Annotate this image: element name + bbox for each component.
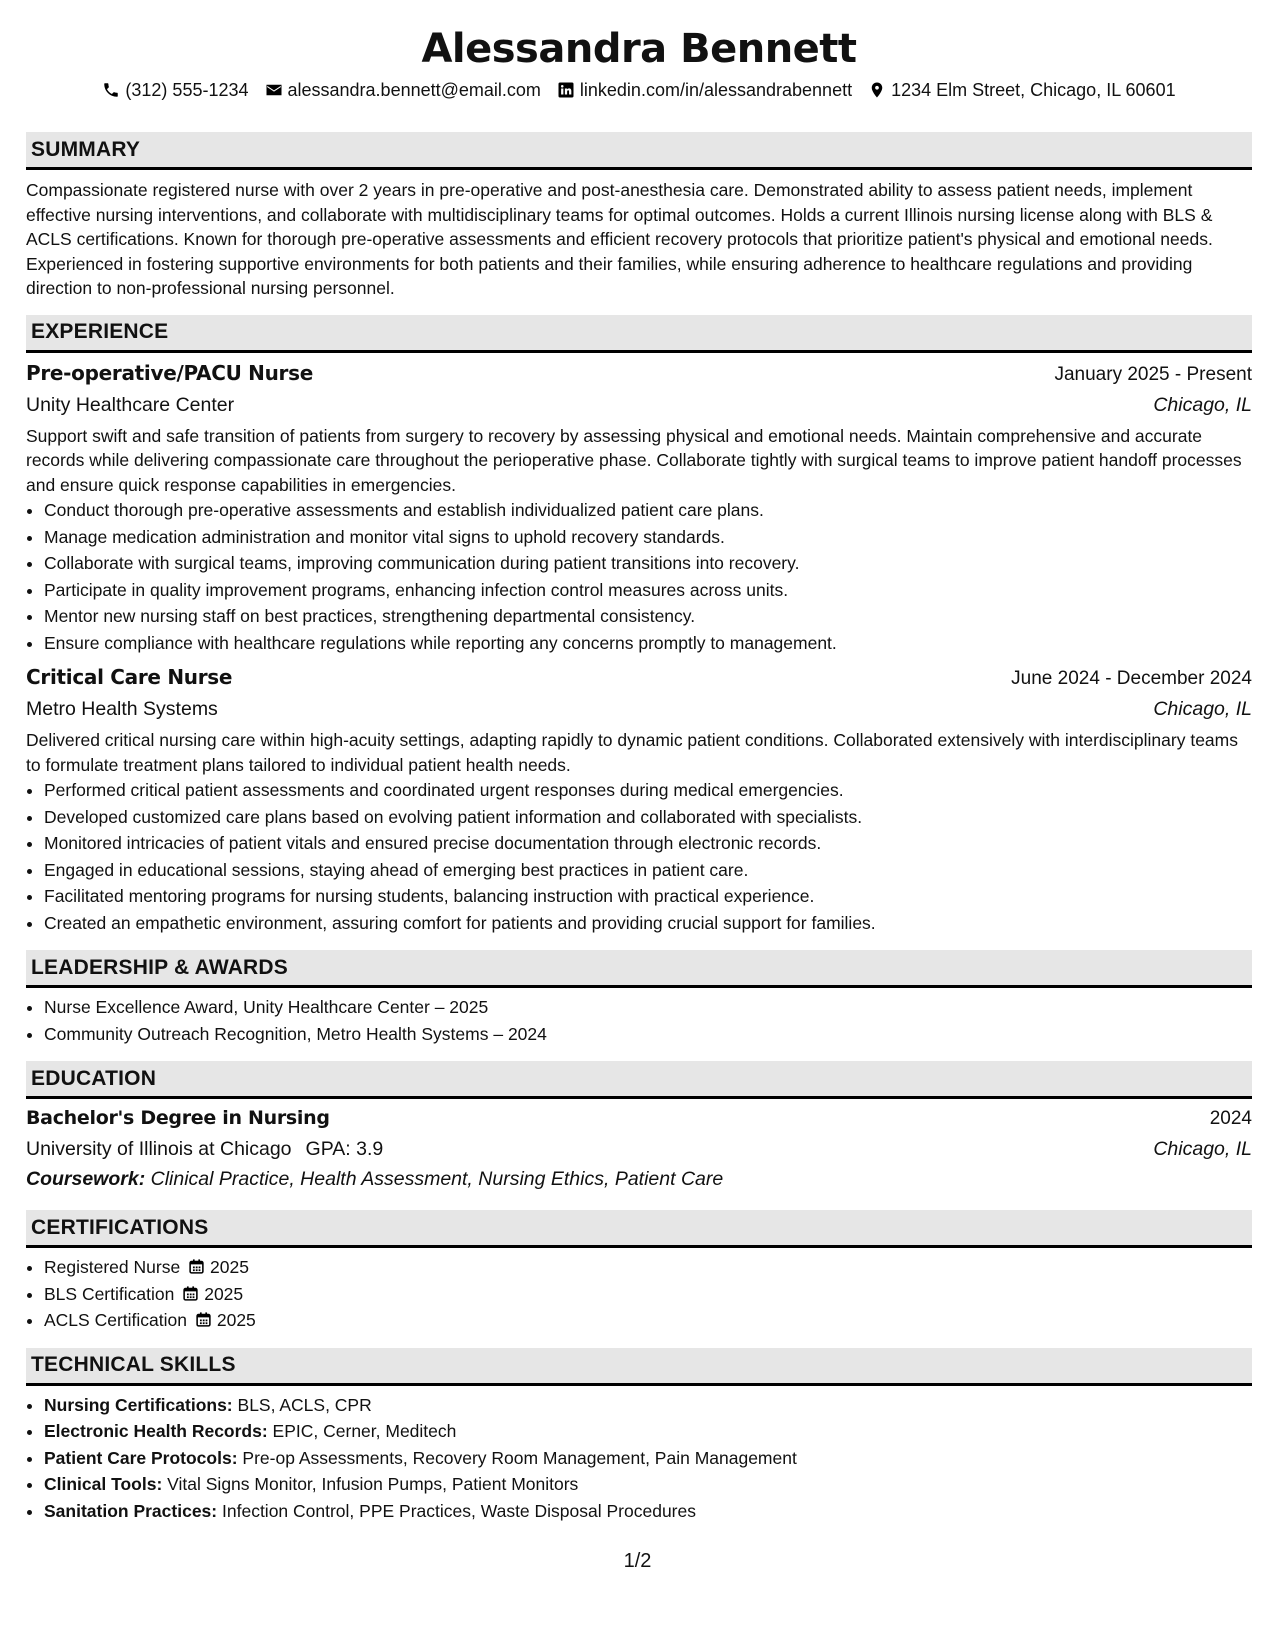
list-item [44, 1445, 1252, 1472]
list-item: • Mentor new nursing staff on best practices, strengthening departmental consistency. [44, 603, 1252, 630]
list-item [44, 1498, 1252, 1525]
email-text[interactable]: alessandra.bennett@email.com [287, 80, 541, 100]
list-item: • Collaborate with surgical teams, improving communication during patient transitions into recovery. [44, 550, 1252, 577]
skill-value: Infection Control, PPE Practices, Waste Disposal Procedures [222, 1500, 696, 1521]
list-item: • Engaged in educational sessions, staying ahead of emerging best practices in patient care. [44, 857, 1252, 884]
candidate-name: Alessandra Bennett [421, 26, 857, 72]
skill-label: Patient Care Protocols: [44, 1447, 238, 1468]
job-dates: June 2024 - December 2024 [1011, 668, 1252, 689]
section-title: EDUCATION [31, 1066, 157, 1090]
list-item: • Performed critical patient assessments and coordinated urgent responses during medical emergencies. [44, 777, 1252, 804]
job-bullets [26, 497, 1252, 656]
list-item [44, 1418, 1252, 1445]
calendar-icon [174, 1284, 199, 1304]
list-item [44, 1281, 1252, 1308]
skills-section-header [26, 1348, 1252, 1386]
contact-email[interactable] [265, 78, 541, 102]
cert-name: Registered Nurse [44, 1257, 181, 1277]
list-item: • Community Outreach Recognition, Metro Health Systems – 2024 [44, 1021, 1252, 1048]
job-location: Chicago, IL [1153, 393, 1252, 416]
map-pin-icon [868, 81, 886, 99]
school-location: Chicago, IL [1153, 1138, 1252, 1160]
edu-school-row [26, 1134, 1252, 1164]
contact-linkedin[interactable] [557, 78, 852, 102]
coursework-list: Clinical Practice, Health Assessment, Nursing Ethics, Patient Care [150, 1168, 724, 1190]
job-header-row [26, 358, 1252, 390]
skill-label: Electronic Health Records: [44, 1421, 268, 1441]
envelope-icon [265, 81, 283, 99]
skill-label: Clinical Tools: [44, 1474, 163, 1494]
job-title: Pre-operative/PACU Nurse [26, 360, 313, 385]
job-bullets [26, 777, 1252, 936]
cert-name: ACLS Certification [44, 1310, 187, 1330]
job-title: Critical Care Nurse [26, 665, 233, 689]
list-item: • Developed customized care plans based on evolving patient information and collaborated with specialists. [44, 804, 1252, 831]
job-location: Chicago, IL [1153, 698, 1252, 720]
company-name: Unity Healthcare Center [26, 393, 235, 416]
list-item: • Facilitated mentoring programs for nursing students, balancing instruction with practical experience. [44, 883, 1252, 910]
gpa: GPA: 3.9 [305, 1138, 384, 1160]
skills-list [26, 1392, 1252, 1525]
cert-year: 2025 [204, 1283, 244, 1304]
skill-label: Nursing Certifications: [44, 1394, 233, 1415]
section-title: TECHNICAL SKILLS [31, 1353, 236, 1376]
linkedin-icon [557, 81, 575, 99]
list-item [44, 1254, 1252, 1281]
section-title: CERTIFICATIONS [31, 1215, 209, 1239]
summary-section-header [26, 132, 1252, 170]
job-description: Support swift and safe transition of patients from surgery to recovery by assessing physical and emotional needs. Maintain comprehensive and accurate records while delivering compassionate care throughout the perioperative phase. Collaborate tightly with surgical teams to improve patient handoff processes and ensure quick response capabilities in emergencies. [26, 425, 1242, 495]
education-section-header [26, 1061, 1252, 1099]
skill-value: Vital Signs Monitor, Infusion Pumps, Patient Monitors [167, 1474, 579, 1494]
job-entry [26, 358, 1252, 657]
linkedin-text[interactable]: linkedin.com/in/alessandrabennett [579, 80, 853, 100]
degree-name: Bachelor's Degree in Nursing [26, 1107, 330, 1129]
address-text: 1234 Elm Street, Chicago, IL 60601 [891, 80, 1176, 100]
section-title: LEADERSHIP & AWARDS [31, 955, 288, 979]
summary-text: Compassionate registered nurse with over 2 years in pre-operative and post-anesthesia care. Demonstrated ability to assess patient needs, implement effective nursing interventions, and collaborate with multidisciplinary teams for optimal outcomes. Holds a current Illinois nursing license along with BLS & ACLS certifications. Known for thorough pre-operative assessments and efficient recovery protocols that prioritize patient's physical and emotional needs. Experienced in fostering supportive environments for both patients and their families, while ensuring adherence to healthcare regulations and providing direction to non-professional nursing personnel. [26, 180, 1213, 298]
list-item: • Participate in quality improvement programs, enhancing infection control measures across units. [44, 577, 1252, 604]
list-item: • Created an empathetic environment, assuring comfort for patients and providing crucial support for families. [44, 910, 1252, 937]
cert-year: 2025 [210, 1257, 249, 1277]
certifications-list [26, 1254, 1252, 1334]
skill-label: Sanitation Practices: [44, 1500, 218, 1521]
page-number: 1/2 [623, 1550, 652, 1572]
edu-header-row [26, 1103, 1252, 1134]
education-entry [26, 1103, 1252, 1194]
list-item: • Conduct thorough pre-operative assessments and establish individualized patient care plans. [44, 497, 1252, 524]
certifications-section-header [26, 1210, 1252, 1248]
phone-text: (312) 555-1234 [125, 80, 249, 100]
awards-list [26, 994, 1252, 1047]
job-dates: January 2025 - Present [1054, 363, 1252, 385]
resume-page [26, 0, 1252, 1524]
section-title: EXPERIENCE [31, 320, 169, 343]
phone-icon [102, 81, 120, 99]
coursework-label: Coursework: [26, 1168, 146, 1190]
job-company-row [26, 694, 1252, 724]
job-entry [26, 662, 1252, 936]
section-title: SUMMARY [31, 137, 141, 161]
list-item [44, 1307, 1252, 1334]
school-line [26, 1134, 383, 1164]
cert-name: BLS Certification [44, 1283, 175, 1304]
leadership-section-header [26, 950, 1252, 988]
skill-value: EPIC, Cerner, Meditech [272, 1421, 457, 1441]
school-name: University of Illinois at Chicago [26, 1138, 292, 1160]
job-description: Delivered critical nursing care within high-acuity settings, adapting rapidly to dynamic patient conditions. Collaborated extensively with interdisciplinary teams to formulate treatment plans tailored to individual patient health needs. [26, 730, 1238, 775]
list-item: • Manage medication administration and monitor vital signs to uphold recovery standards. [44, 524, 1252, 551]
contact-bar [26, 78, 1252, 102]
graduation-year: 2024 [1209, 1108, 1252, 1129]
job-header-row [26, 662, 1252, 694]
contact-address [868, 78, 1176, 102]
cert-year: 2025 [216, 1310, 256, 1330]
list-item: • Ensure compliance with healthcare regulations while reporting any concerns promptly to management. [44, 630, 1252, 657]
list-item [44, 1471, 1252, 1498]
contact-phone [102, 78, 248, 102]
list-item [44, 1392, 1252, 1419]
calendar-icon [180, 1257, 205, 1277]
calendar-icon [187, 1310, 212, 1330]
list-item: • Nurse Excellence Award, Unity Healthcare Center – 2025 [44, 994, 1252, 1021]
coursework-line [26, 1164, 1252, 1194]
skill-value: Pre-op Assessments, Recovery Room Management, Pain Management [242, 1447, 797, 1468]
list-item: • Monitored intricacies of patient vitals and ensured precise documentation through electronic records. [44, 830, 1252, 857]
job-company-row [26, 390, 1252, 420]
skill-value: BLS, ACLS, CPR [237, 1394, 372, 1415]
company-name: Metro Health Systems [26, 698, 218, 720]
experience-section-header [26, 315, 1252, 353]
